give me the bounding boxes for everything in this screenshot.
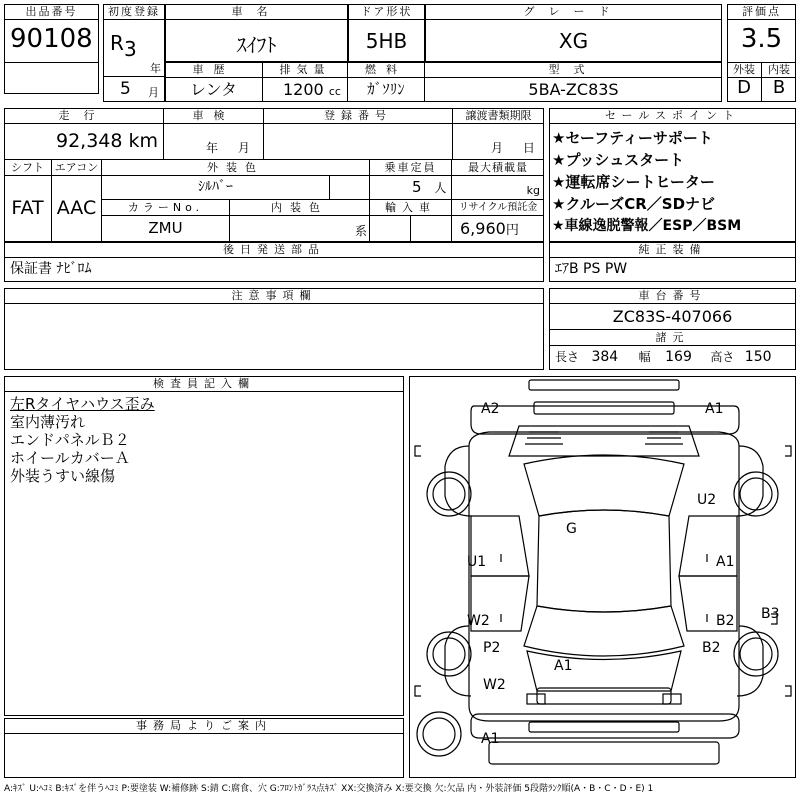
ext-color-label: 外装色 — [102, 160, 370, 176]
model: 5BA-ZC83S — [528, 80, 619, 99]
history-label: 車歴 — [165, 62, 263, 78]
car-diagram — [409, 376, 796, 778]
front-bumper-top — [529, 380, 679, 390]
height-label: 高さ — [710, 350, 735, 364]
color-no: ZMU — [102, 215, 230, 242]
mileage-cell — [4, 123, 164, 159]
fuel: ｶﾞｿﾘﾝ — [348, 77, 425, 102]
mark-u2: U2 — [697, 492, 717, 508]
insp-month-unit: 月 — [237, 141, 250, 155]
bottom-plate — [529, 722, 679, 732]
mark-b2-right: B2 — [716, 613, 735, 629]
grille — [534, 402, 674, 414]
sales-point: ★プッシュスタート — [552, 151, 685, 169]
color-no-label: カラーNo. — [102, 200, 230, 216]
import-cell-a — [370, 215, 411, 242]
tailgate — [527, 651, 681, 691]
transfer-label: 譲渡書類期限 — [453, 108, 544, 124]
later-parts-title: 後日発送部品 — [4, 242, 544, 258]
spare-wheel-inner — [423, 718, 455, 750]
recycle-unit: 円 — [505, 223, 519, 238]
history: レンタ — [165, 77, 263, 102]
mark-w2-rear: W2 — [483, 677, 506, 693]
reg-month: 5 — [120, 79, 131, 99]
mark-w2-left: W2 — [467, 613, 490, 629]
inspector-title: 検査員記入欄 — [4, 376, 404, 392]
rear-lamp-l — [527, 694, 545, 704]
door-type: 5HB — [365, 29, 408, 53]
mileage-unit: km — [128, 130, 159, 152]
fuel-label: 燃料 — [348, 62, 425, 78]
sales-point: ★セーフティーサポート — [552, 129, 713, 147]
notes-value — [4, 303, 544, 370]
mark-p2: P2 — [483, 640, 501, 656]
bracket-right — [785, 446, 791, 456]
door-label: ドア形状 — [348, 4, 425, 20]
mileage: 92,348 — [56, 130, 123, 152]
displacement-cell — [263, 77, 348, 102]
first-reg-divider — [103, 76, 165, 77]
inspector-item: 左Rタイヤハウス歪み — [10, 395, 155, 413]
wheel-rl-inner — [433, 638, 465, 670]
int-grade: B — [772, 77, 786, 98]
year-unit: 年 — [150, 62, 161, 75]
roof — [537, 510, 671, 612]
underbody — [489, 742, 719, 764]
inspection-label: 車検 — [164, 108, 264, 124]
ext-label: 外装 — [727, 62, 762, 78]
score: 3.5 — [740, 24, 783, 54]
width: 169 — [665, 349, 692, 365]
import-cell-b — [411, 215, 452, 242]
mark-a1-right: A1 — [716, 554, 735, 570]
reg-year: 3 — [124, 37, 137, 61]
fender-rl — [445, 626, 471, 696]
mark-a1-front: A1 — [705, 401, 724, 417]
length: 384 — [591, 349, 619, 365]
capacity-cell — [370, 175, 452, 200]
import-label: 輸入車 — [370, 200, 452, 216]
fender-rr — [737, 626, 763, 696]
ac-label: エアコン — [52, 160, 102, 176]
int-color-label: 内装色 — [230, 200, 370, 216]
displacement-unit: cc — [328, 85, 341, 98]
recycle-cell — [452, 215, 544, 242]
chassis-title: 車台番号 — [549, 288, 796, 304]
legend: A:ｷｽﾞ U:ﾍｺﾐ B:ｷｽﾞを伴うﾍｺﾐ P:要塗装 W:補修跡 S:錆 C:腐食、穴 G:ﾌﾛﾝﾄｶﾞﾗｽ点ｷｽﾞ XX:交換済み X:要交換 欠:欠品 内・外装評価 5段階ﾗﾝｸ順(A・B・C・D・E) 1 — [4, 784, 654, 794]
office-value — [4, 733, 404, 778]
max-load-label: 最大積載量 — [452, 160, 544, 176]
mark-a1-bottom: A1 — [481, 731, 500, 747]
int-label: 内装 — [762, 62, 796, 78]
mark-b2-rear: B2 — [702, 640, 721, 656]
insp-year-unit: 年 — [206, 141, 219, 155]
grade: XG — [558, 29, 589, 53]
dimensions-title: 諸元 — [549, 330, 796, 346]
reg-no — [264, 123, 453, 159]
capacity-unit: 人 — [434, 181, 447, 195]
model-label: 型式 — [425, 62, 722, 78]
score-label: 評価点 — [727, 4, 796, 20]
sales-point: ★車線逸脱警報／ESP／BSM — [552, 218, 742, 234]
era: R — [110, 31, 124, 55]
shift-label: シフト — [4, 160, 52, 176]
max-load-unit: kg — [452, 175, 544, 200]
wheel-rr-inner — [740, 638, 772, 670]
notes-title: 注意事項欄 — [4, 288, 544, 304]
lot-label: 出品番号 — [4, 4, 99, 20]
inspector-list — [10, 394, 400, 485]
inspection-cell — [164, 123, 264, 159]
bottom-rail — [471, 714, 739, 738]
inspector-item: 外装うすい線傷 — [10, 467, 116, 485]
ac: AAC — [52, 175, 102, 242]
capacity: 5 — [412, 178, 422, 196]
rear-lamp-r — [663, 694, 681, 704]
sales-point: ★クルーズCR／SDナビ — [552, 195, 716, 213]
fender-fr — [737, 446, 763, 516]
later-parts-value: 保証書 ﾅﾋﾞﾛﾑ — [10, 261, 92, 277]
sales-points-list — [552, 127, 794, 237]
recycle: 6,960 — [460, 219, 506, 238]
transfer-cell — [453, 123, 544, 159]
dimensions-row — [549, 345, 796, 370]
grade-label: グレード — [425, 4, 722, 20]
bracket-left — [415, 446, 421, 456]
displacement: 1200 — [283, 80, 324, 99]
mark-g: G — [566, 521, 577, 537]
windshield — [524, 455, 684, 516]
month-unit: 月 — [148, 86, 159, 99]
inspector-item: 室内薄汚れ — [10, 413, 86, 431]
lot-number: 90108 — [10, 24, 93, 54]
bracket-right3 — [785, 686, 791, 696]
mileage-label: 走行 — [4, 108, 164, 124]
reg-no-label: 登録番号 — [264, 108, 453, 124]
width-label: 幅 — [638, 350, 651, 364]
ext-color-extra — [330, 175, 370, 200]
recycle-label: リサイクル預託金 — [452, 200, 544, 216]
car-name-label: 車名 — [165, 4, 348, 20]
bracket-left2 — [415, 686, 421, 696]
shift: FAT — [4, 175, 52, 242]
rear-window — [524, 606, 684, 656]
sales-point: ★運転席シートヒーター — [552, 173, 715, 191]
std-equip-title: 純正装備 — [549, 242, 796, 258]
office-title: 事務局よりご案内 — [4, 718, 404, 734]
transfer-month-unit: 月 — [491, 141, 504, 155]
lot-divider — [4, 62, 99, 63]
mark-a1-rear: A1 — [554, 658, 573, 674]
inspector-item: エンドパネルＢ２ — [10, 431, 130, 449]
mark-a2-front: A2 — [481, 401, 500, 417]
transfer-day-unit: 日 — [522, 141, 535, 155]
hood — [509, 426, 699, 456]
sales-points-title: セールスポイント — [549, 108, 796, 124]
chassis-number: ZC83S-407066 — [549, 303, 796, 330]
height: 150 — [744, 349, 772, 365]
capacity-label: 乗車定員 — [370, 160, 452, 176]
inspector-item: ホイールカバーＡ — [10, 449, 130, 467]
mark-u1: U1 — [467, 554, 487, 570]
front-bumper — [471, 406, 739, 434]
first-reg-label: 初度登録 — [103, 4, 165, 20]
wheel-fl — [427, 472, 471, 516]
car-name: ｽｲﾌﾄ — [236, 33, 277, 57]
int-color-unit: 系 — [230, 215, 370, 242]
std-equip-value: ｴｱB PS PW — [555, 261, 628, 277]
wheel-fr-inner — [740, 478, 772, 510]
ext-color: ｼﾙﾊﾞｰ — [102, 175, 330, 200]
ext-grade: D — [727, 77, 762, 102]
mark-b3: B3 — [761, 606, 780, 622]
length-label: 長さ — [555, 350, 580, 364]
displacement-label: 排気量 — [263, 62, 348, 78]
